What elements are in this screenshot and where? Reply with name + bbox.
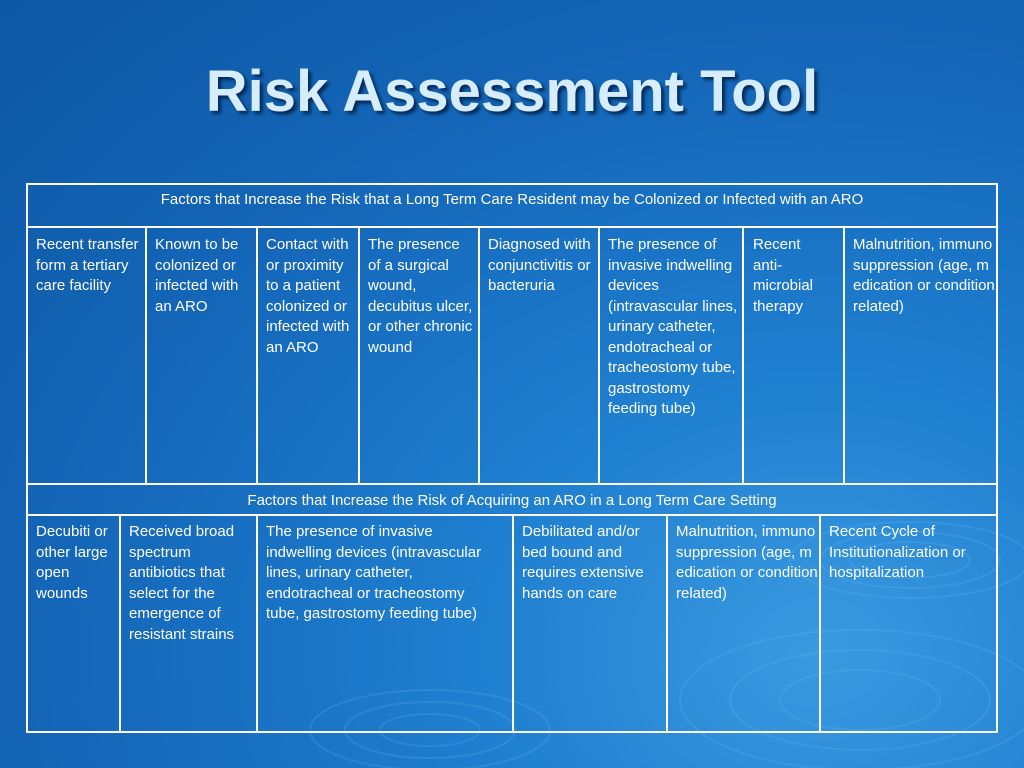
row-divider [28, 483, 996, 485]
acquiring-factor-cell: Malnutrition, immunosuppression (age, medication or condition related) [676, 523, 818, 602]
risk-assessment-table [26, 183, 998, 733]
acquiring-factor-cell: Decubiti or other large open wounds [36, 523, 108, 602]
colonized-factor-cell: The presence of invasive indwelling devices (intravascular lines, urinary catheter, endotracheal or tracheostomy tube, gastrostomy feeding tube) [608, 236, 738, 417]
colonized-factor-cell: Recent transfer form a tertiary care facility [36, 236, 139, 294]
colonized-factor-cell: Malnutrition, immunosuppression (age, medication or condition related) [853, 236, 995, 315]
acquiring-section-header: Factors that Increase the Risk of Acquiring an ARO in a Long Term Care Setting [247, 492, 777, 509]
acquiring-factor-cell: The presence of invasive indwelling devices (intravascular lines, urinary catheter, endotracheal or tracheostomy tube, gastrostomy feeding tube) [266, 523, 482, 622]
acquiring-factor-cell: Recent Cycle of Institutionalization or hospitalization [829, 523, 966, 581]
slide-title: Risk Assessment Tool [205, 59, 819, 124]
acquiring-factor-cell: Debilitated and/or bed bound and requires extensive hands on care [522, 523, 644, 602]
colonized-section-header: Factors that Increase the Risk that a Long Term Care Resident may be Colonized or Infected with an ARO [160, 191, 864, 208]
colonized-factor-cell: The presence of a surgical wound, decubitus ulcer, or other chronic wound [368, 236, 473, 356]
acquiring-factor-cell: Received broad spectrum antibiotics that select for the emergence of resistant strains [129, 523, 235, 643]
colonized-factor-cell: Recent anti-microbial therapy [753, 236, 814, 315]
column-divider [742, 227, 744, 483]
colonized-factor-cell: Contact with or proximity to a patient colonized or infected with an ARO [266, 236, 350, 356]
row-divider [28, 226, 996, 228]
colonized-factor-cell: Known to be colonized or infected with an ARO [155, 236, 239, 315]
colonized-factor-cell: Diagnosed with conjunctivitis or bacteruria [488, 236, 591, 294]
